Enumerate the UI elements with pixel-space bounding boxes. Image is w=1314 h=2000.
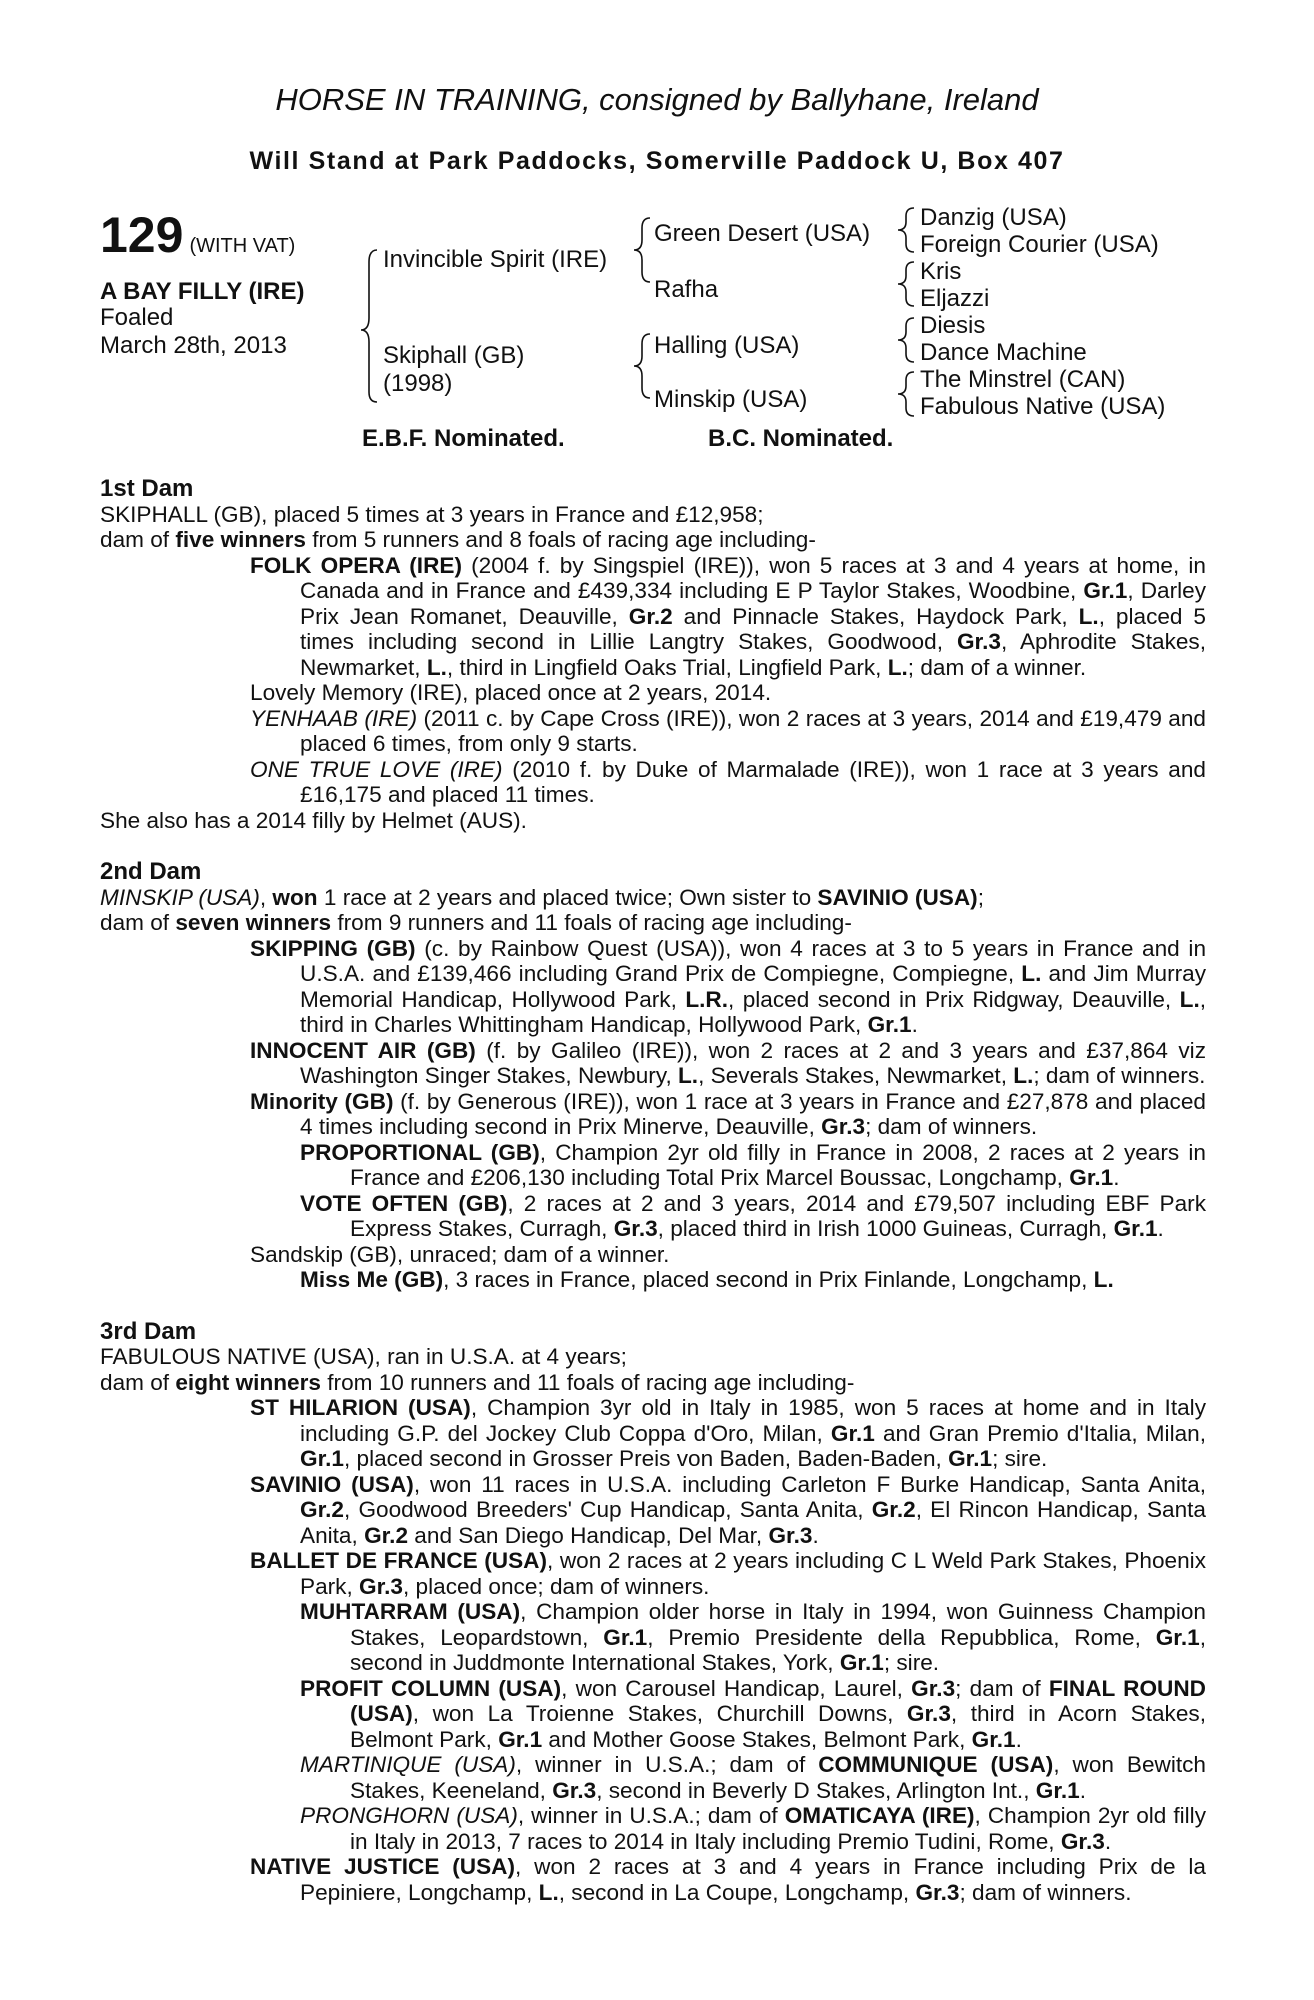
consignor-line: HORSE IN TRAINING, consigned by Ballyhane, Ireland — [275, 82, 1039, 117]
lot-description: A BAY FILLY (IRE) — [100, 278, 305, 305]
third-dam-heading: 3rd Dam — [100, 1317, 197, 1345]
foaled-label: Foaled — [100, 304, 174, 331]
stand-location: Will Stand at Park Paddocks, Somerville Paddock U, Box 407 — [249, 147, 1065, 175]
dam-dam: Minskip (USA) — [654, 386, 808, 413]
first-dam-produce-line: dam of five winners from 5 runners and 8 foals of racing age including- — [100, 527, 816, 552]
produce-entry: YENHAAB (IRE) (2011 c. by Cape Cross (IRE)), won 2 races at 3 years, 2014 and £19,479 and placed 6 times, from only 9 starts. — [250, 705, 1206, 756]
grand-produce-entry: PROPORTIONAL (GB), Champion 2yr old filly in France in 2008, 2 races at 2 years in France and £206,130 including Total Prix Marcel Boussac, Longchamp, Gr.1. — [300, 1139, 1206, 1190]
lot-number: 129 — [100, 207, 184, 263]
sire-name: Invincible Spirit (IRE) — [383, 246, 608, 273]
first-dam-line: SKIPHALL (GB), placed 5 times at 3 years in France and £12,958; — [100, 501, 764, 527]
vat-note: (WITH VAT) — [189, 235, 296, 257]
produce-entry: BALLET DE FRANCE (USA), won 2 races at 2 years including C L Weld Park Stakes, Phoenix Park, Gr.3, placed once; dam of winners. — [250, 1548, 1206, 1599]
produce-entry: Sandskip (GB), unraced; dam of a winner. — [250, 1241, 670, 1267]
produce-entry: Minority (GB) (f. by Generous (IRE)), won 1 race at 3 years in France and £27,878 and placed 4 times including second in Prix Minerve, Deauville, Gr.3; dam of winners. — [250, 1088, 1206, 1139]
bc-nomination: B.C. Nominated. — [708, 425, 894, 452]
second-dam-heading: 2nd Dam — [100, 858, 202, 885]
produce-note: She also has a 2014 filly by Helmet (AUS). — [100, 807, 527, 833]
ancestor-3: Kris — [920, 258, 962, 285]
produce-entry: ST HILARION (USA), Champion 3yr old in Italy in 1985, won 5 races at home and in Italy including G.P. del Jockey Club Coppa d'Oro, Milan, Gr.1 and Gran Premio d'Italia, Milan, Gr.1, placed second in Grosser Preis von Baden, Baden-Baden, Gr.1; sire. — [250, 1395, 1207, 1471]
first-dam-heading: 1st Dam — [100, 475, 194, 502]
foaled-date: March 28th, 2013 — [100, 332, 287, 359]
second-dam-line: MINSKIP (USA), won 1 race at 2 years and placed twice; Own sister to SAVINIO (USA); — [100, 884, 984, 910]
ancestor-7: The Minstrel (CAN) — [920, 366, 1126, 393]
produce-entry: Lovely Memory (IRE), placed once at 2 years, 2014. — [250, 680, 772, 705]
ancestor-1: Danzig (USA) — [920, 204, 1067, 231]
produce-entry: SAVINIO (USA), won 11 races in U.S.A. including Carleton F Burke Handicap, Santa Anita, Gr.2, Goodwood Breeders' Cup Handicap, Santa Anita, Gr.2, El Rincon Handicap, Santa Anita, Gr.2 and San Diego Handicap, Del Mar, Gr.3. — [250, 1471, 1206, 1548]
ancestor-5: Diesis — [920, 312, 986, 339]
produce-entry: NATIVE JUSTICE (USA), won 2 races at 3 and 4 years in France including Prix de la Pepiniere, Longchamp, L., second in La Coupe, Longchamp, Gr.3; dam of winners. — [250, 1854, 1206, 1905]
grand-produce-entry: PRONGHORN (USA), winner in U.S.A.; dam of OMATICAYA (IRE), Champion 2yr old filly in Italy in 2013, 7 races to 2014 in Italy including Premio Tudini, Rome, Gr.3. — [300, 1803, 1206, 1854]
dam-name: Skiphall (GB) — [383, 342, 525, 369]
produce-entry: INNOCENT AIR (GB) (f. by Galileo (IRE)), won 2 races at 2 and 3 years and £37,864 viz Washington Singer Stakes, Newbury, L., Severals Stakes, Newmarket, L.; dam of winners. — [250, 1037, 1206, 1088]
third-dam-line: FABULOUS NATIVE (USA), ran in U.S.A. at 4 years; — [100, 1344, 627, 1369]
grand-produce-entry: MARTINIQUE (USA), winner in U.S.A.; dam of COMMUNIQUE (USA), won Bewitch Stakes, Keeneland, Gr.3, second in Beverly D Stakes, Arlington Int., Gr.1. — [300, 1752, 1207, 1803]
produce-entry: ONE TRUE LOVE (IRE) (2010 f. by Duke of Marmalade (IRE)), won 1 race at 3 years and £16,175 and placed 11 times. — [250, 756, 1206, 807]
ancestor-2: Foreign Courier (USA) — [920, 231, 1159, 258]
ancestor-6: Dance Machine — [920, 339, 1087, 366]
produce-entry: SKIPPING (GB) (c. by Rainbow Quest (USA)), won 4 races at 3 to 5 years in France and in U.S.A. and £139,466 including Grand Prix de Compiegne, Compiegne, L. and Jim Murray Memorial Handicap, Hollywood Park, L.R., placed second in Prix Ridgway, Deauville, L., third in Charles Whittingham Handicap, Hollywood Park, Gr.1. — [250, 935, 1207, 1037]
dam-year: (1998) — [383, 370, 453, 397]
sire-dam: Rafha — [654, 276, 719, 303]
ancestor-8: Fabulous Native (USA) — [920, 393, 1166, 420]
ebf-nomination: E.B.F. Nominated. — [362, 425, 565, 452]
third-dam-produce-line: dam of eight winners from 10 runners and 11 foals of racing age including- — [100, 1369, 855, 1395]
ancestor-4: Eljazzi — [920, 285, 990, 312]
grand-produce-entry: VOTE OFTEN (GB), 2 races at 2 and 3 years, 2014 and £79,507 including EBF Park Express Stakes, Curragh, Gr.3, placed third in Irish 1000 Guineas, Curragh, Gr.1. — [300, 1190, 1206, 1241]
dam-sire: Halling (USA) — [654, 332, 800, 359]
produce-entry: FOLK OPERA (IRE) (2004 f. by Singspiel (IRE)), won 5 races at 3 and 4 years at home, in Canada and in France and £439,334 including E P Taylor Stakes, Woodbine, Gr.1, Darley Prix Jean Romanet, Deauville, Gr.2 and Pinnacle Stakes, Haydock Park, L., placed 5 times including second in Lillie Langtry Stakes, Goodwood, Gr.3, Aphrodite Stakes, Newmarket, L., third in Lingfield Oaks Trial, Lingfield Park, L.; dam of a winner. — [250, 552, 1207, 680]
sire-sire: Green Desert (USA) — [654, 220, 871, 247]
grand-produce-entry: PROFIT COLUMN (USA), won Carousel Handicap, Laurel, Gr.3; dam of FINAL ROUND (USA), won La Troienne Stakes, Churchill Downs, Gr.3, third in Acorn Stakes, Belmont Park, Gr.1 and Mother Goose Stakes, Belmont Park, Gr.1. — [300, 1675, 1206, 1752]
second-dam-produce-line: dam of seven winners from 9 runners and 11 foals of racing age including- — [100, 910, 852, 935]
grand-produce-entry: Miss Me (GB), 3 races in France, placed second in Prix Finlande, Longchamp, L. — [300, 1267, 1114, 1292]
grand-produce-entry: MUHTARRAM (USA), Champion older horse in Italy in 1994, won Guinness Champion Stakes, Leopardstown, Gr.1, Premio Presidente della Repubblica, Rome, Gr.1, second in Juddmonte International Stakes, York, Gr.1; sire. — [300, 1599, 1206, 1675]
catalogue-body — [100, 476, 1206, 1905]
